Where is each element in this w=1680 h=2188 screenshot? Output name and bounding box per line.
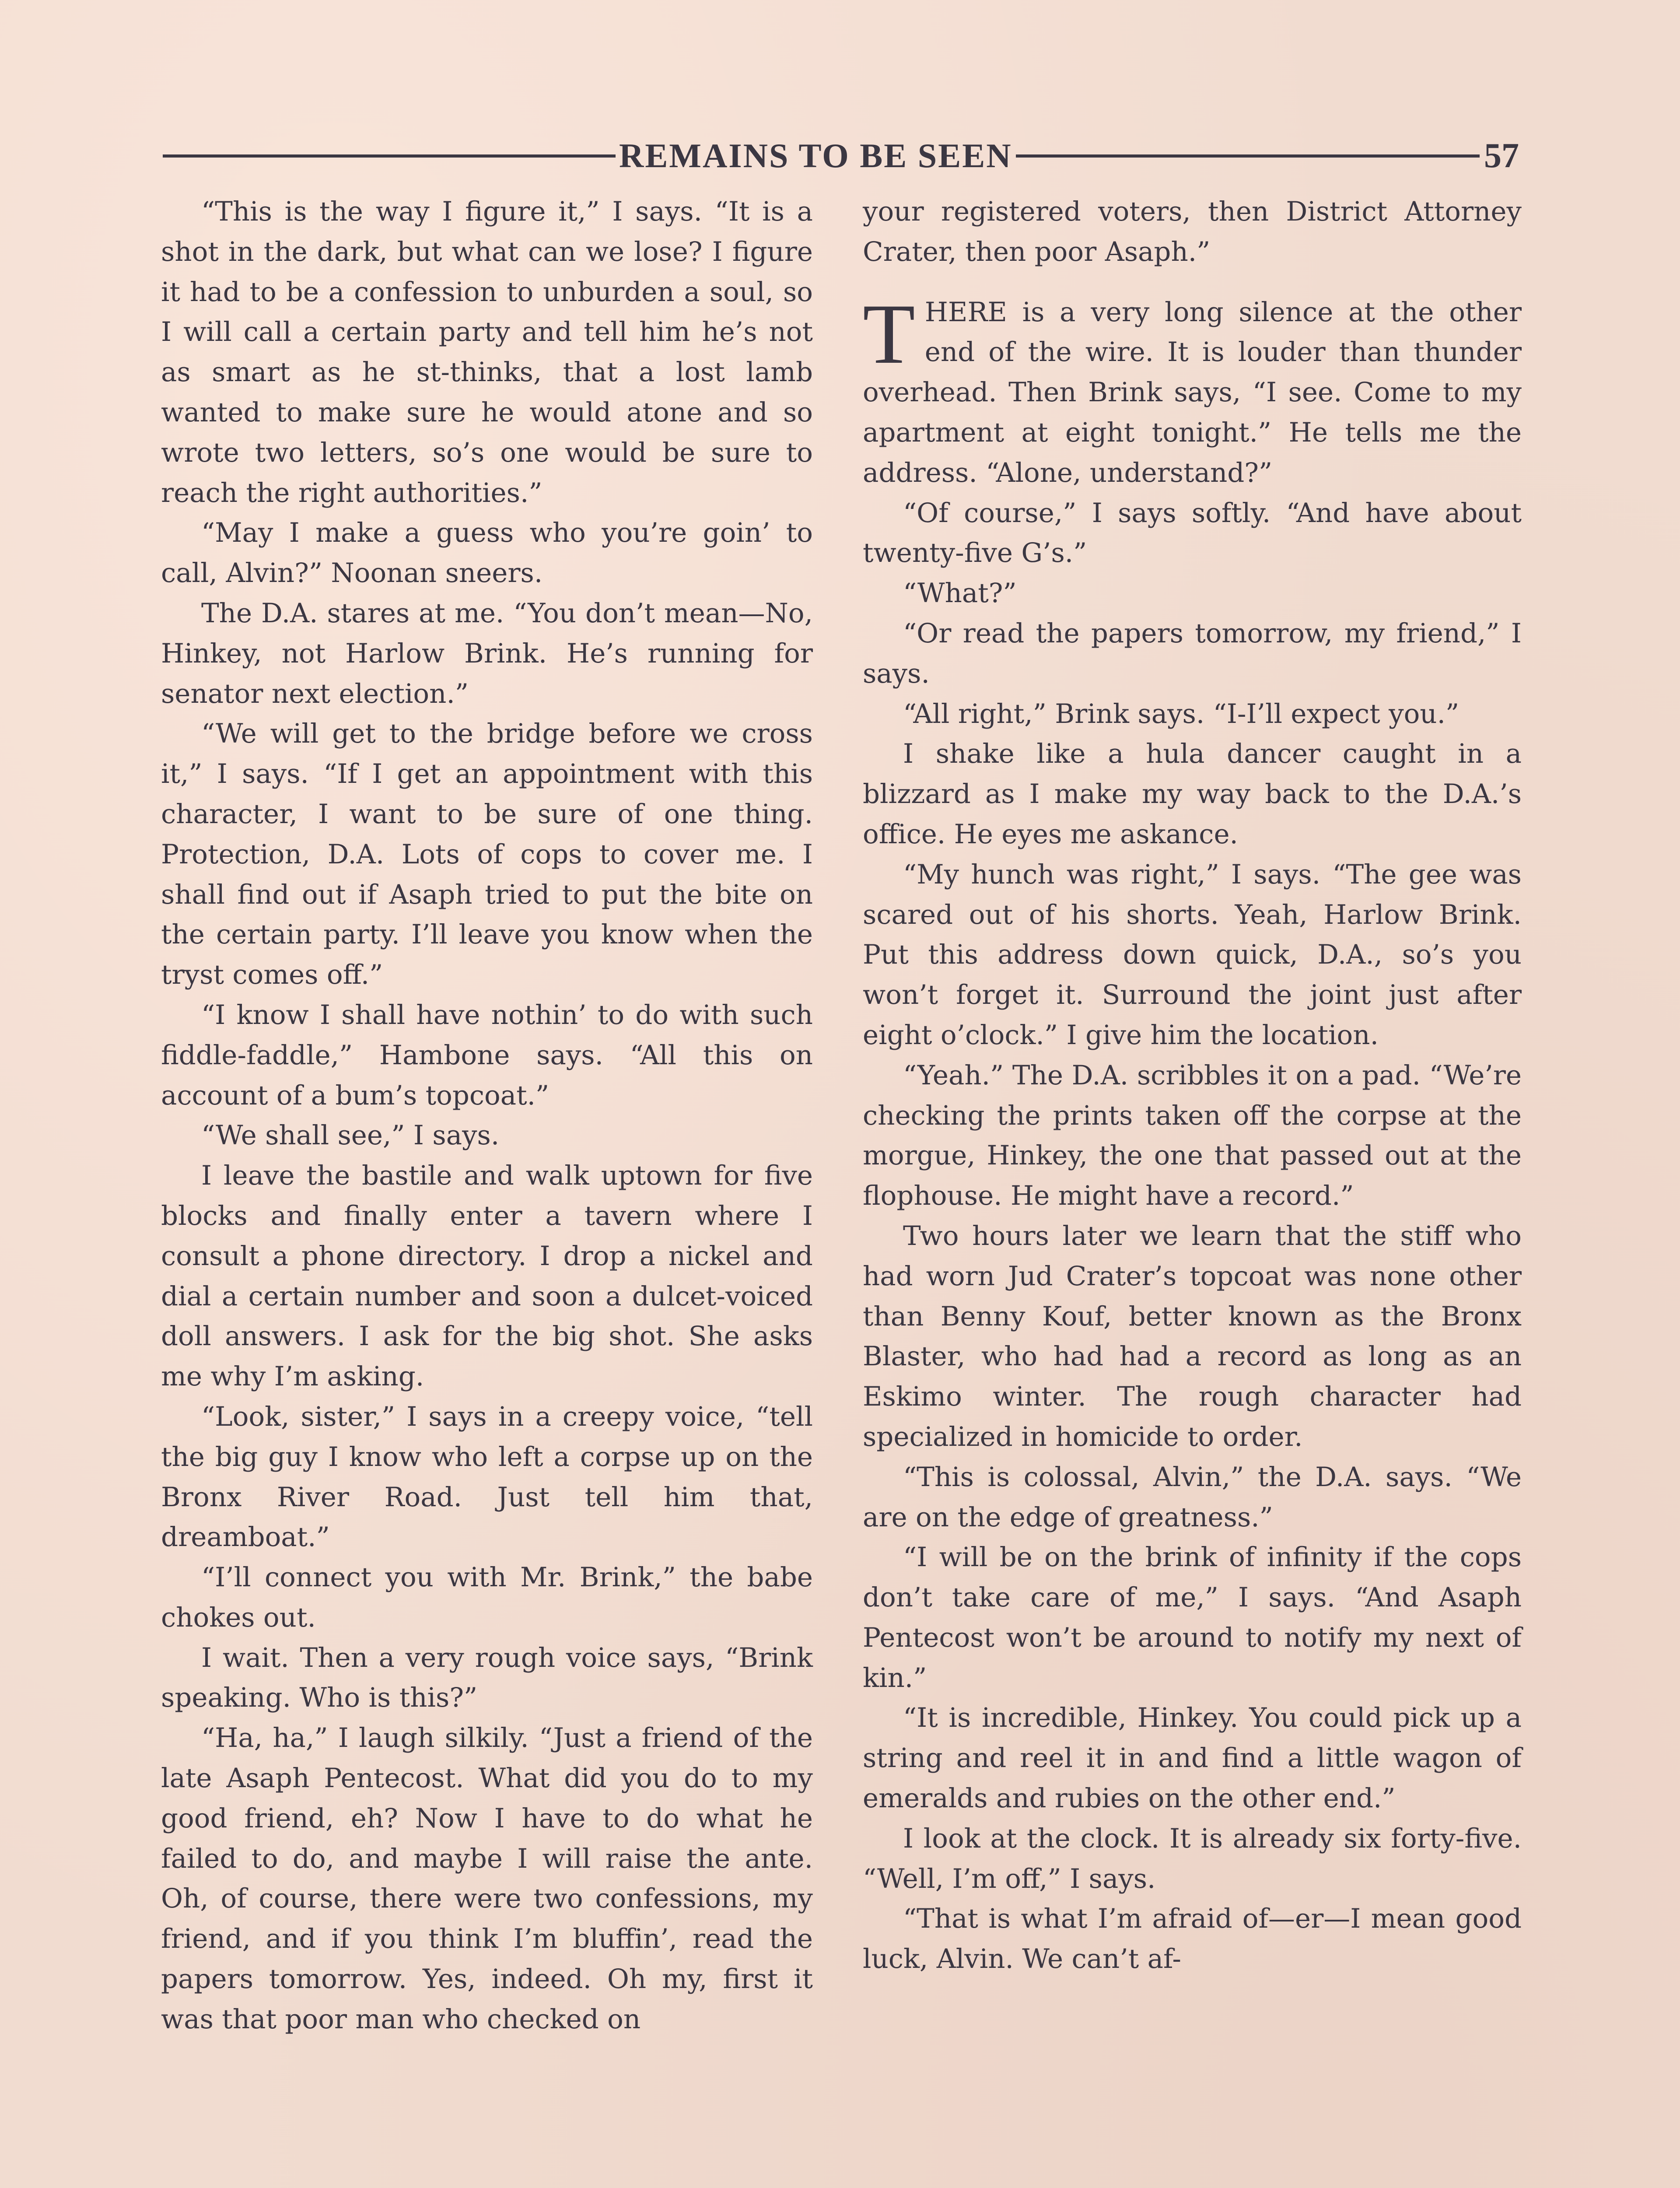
paragraph: “That is what I’m afraid of—er—I mean good luck, Alvin. We can’t af- <box>863 1903 1522 1975</box>
header-rule-right <box>1016 154 1480 158</box>
paragraph: “I’ll connect you with Mr. Brink,” the babe chokes out. <box>161 1562 813 1633</box>
paragraph: “I know I shall have nothin’ to do with such fiddle-faddle,” Hambone says. “All this on account of a bum’s topcoat.” <box>161 999 813 1111</box>
paragraph: “We will get to the bridge before we cross it,” I says. “If I get an appointment with this character, I want to be sure of one thing. Protection, D.A. Lots of cops to cover me. I shall find out if Asaph tried to put the bite on the certain party. I’ll leave you know when the tryst comes off.” <box>161 718 813 991</box>
paragraph: I leave the bastile and walk uptown for five blocks and finally enter a tavern where I consult a phone directory. I drop a nickel and dial a certain number and soon a dulcet-voiced doll answers. I ask for the big shot. She asks me why I’m asking. <box>161 1160 813 1392</box>
paragraph: “This is the way I figure it,” I says. “It is a shot in the dark, but what can we lose? I figure it had to be a confession to unburden a soul, so I will call a certain party and tell him he’s not as smart as he st-thinks, that a lost lamb wanted to make sure he would atone and so wrote two letters, so’s one would be sure to reach the right authorities.” <box>161 196 813 508</box>
paragraph: I look at the clock. It is already six forty-five. “Well, I’m off,” I says. <box>863 1823 1522 1894</box>
paragraph: “Look, sister,” I says in a creepy voice, “tell the big guy I know who left a corpse up on the Bronx River Road. Just tell him that, dreamboat.” <box>161 1401 813 1553</box>
paragraph: “Of course,” I says softly. “And have about twenty-five G’s.” <box>863 497 1522 569</box>
paragraph: “All right,” Brink says. “I-I’ll expect you.” <box>903 698 1460 729</box>
paragraph: I shake like a hula dancer caught in a blizzard as I make my way back to the D.A.’s office. He eyes me askance. <box>863 738 1522 850</box>
paragraph: “This is colossal, Alvin,” the D.A. says. “We are on the edge of greatness.” <box>863 1461 1522 1533</box>
running-header <box>163 130 1519 182</box>
running-title: REMAINS TO BE SEEN <box>619 137 1012 175</box>
paragraph: “It is incredible, Hinkey. You could pick up a string and reel it in and find a little wagon of emeralds and rubies on the other end.” <box>863 1702 1522 1814</box>
page-number: 57 <box>1484 136 1519 175</box>
section-opening-paragraph <box>863 286 1522 493</box>
continued-paragraph: your registered voters, then District Attorney Crater, then poor Asaph.” <box>863 196 1522 267</box>
header-rule-left <box>163 154 616 158</box>
paragraph: “Ha, ha,” I laugh silkily. “Just a friend of the late Asaph Pentecost. What did you do to my good friend, eh? Now I have to do what he failed to do, and maybe I will raise the ante. Oh, of course, there were two confessions, my friend, and if you think I’m bluffin’, read the papers tomorrow. Yes, indeed. Oh my, first it was that poor man who checked on <box>161 1722 813 2035</box>
paragraph: “What?” <box>903 578 1017 609</box>
paragraph: Two hours later we learn that the stiff who had worn Jud Crater’s topcoat was none other than Benny Kouf, better known as the Bronx Blaster, who had had a record as long as an Eskimo winter. The rough character had specialized in homicide to order. <box>863 1220 1522 1452</box>
paragraph: I wait. Then a very rough voice says, “Brink speaking. Who is this?” <box>161 1642 813 1714</box>
paragraph: “May I make a guess who you’re goin’ to call, Alvin?” Noonan sneers. <box>161 517 813 589</box>
paragraph: “Or read the papers tomorrow, my friend,” I says. <box>863 617 1522 689</box>
paragraph: “Yeah.” The D.A. scribbles it on a pad. “We’re checking the prints taken off the corpse at the morgue, Hinkey, the one that passed out at the flophouse. He might have a record.” <box>863 1059 1522 1212</box>
paragraph: “I will be on the brink of infinity if the cops don’t take care of me,” I says. “And Asaph Pentecost won’t be around to notify my next of kin.” <box>863 1542 1522 1694</box>
paragraph: “My hunch was right,” I says. “The gee was scared out of his shorts. Yeah, Harlow Brink. Put this address down quick, D.A., so’s you won’t forget it. Surround the joint just after eight o’clock.” I give him the location. <box>863 859 1522 1051</box>
paragraph: “We shall see,” I says. <box>201 1120 500 1151</box>
drop-cap: T <box>863 286 915 382</box>
paragraph: The D.A. stares at me. “You don’t mean—No, Hinkey, not Harlow Brink. He’s running for senator next election.” <box>161 597 813 709</box>
section-opening-text: HERE is a very long silence at the other end of the wire. It is louder than thunder overhead. Then Brink says, “I see. Come to my apartment at eight tonight.” He tells me the address. “Alone, understand?” <box>863 296 1522 488</box>
left-column <box>161 192 813 2040</box>
right-column <box>863 192 1522 1979</box>
